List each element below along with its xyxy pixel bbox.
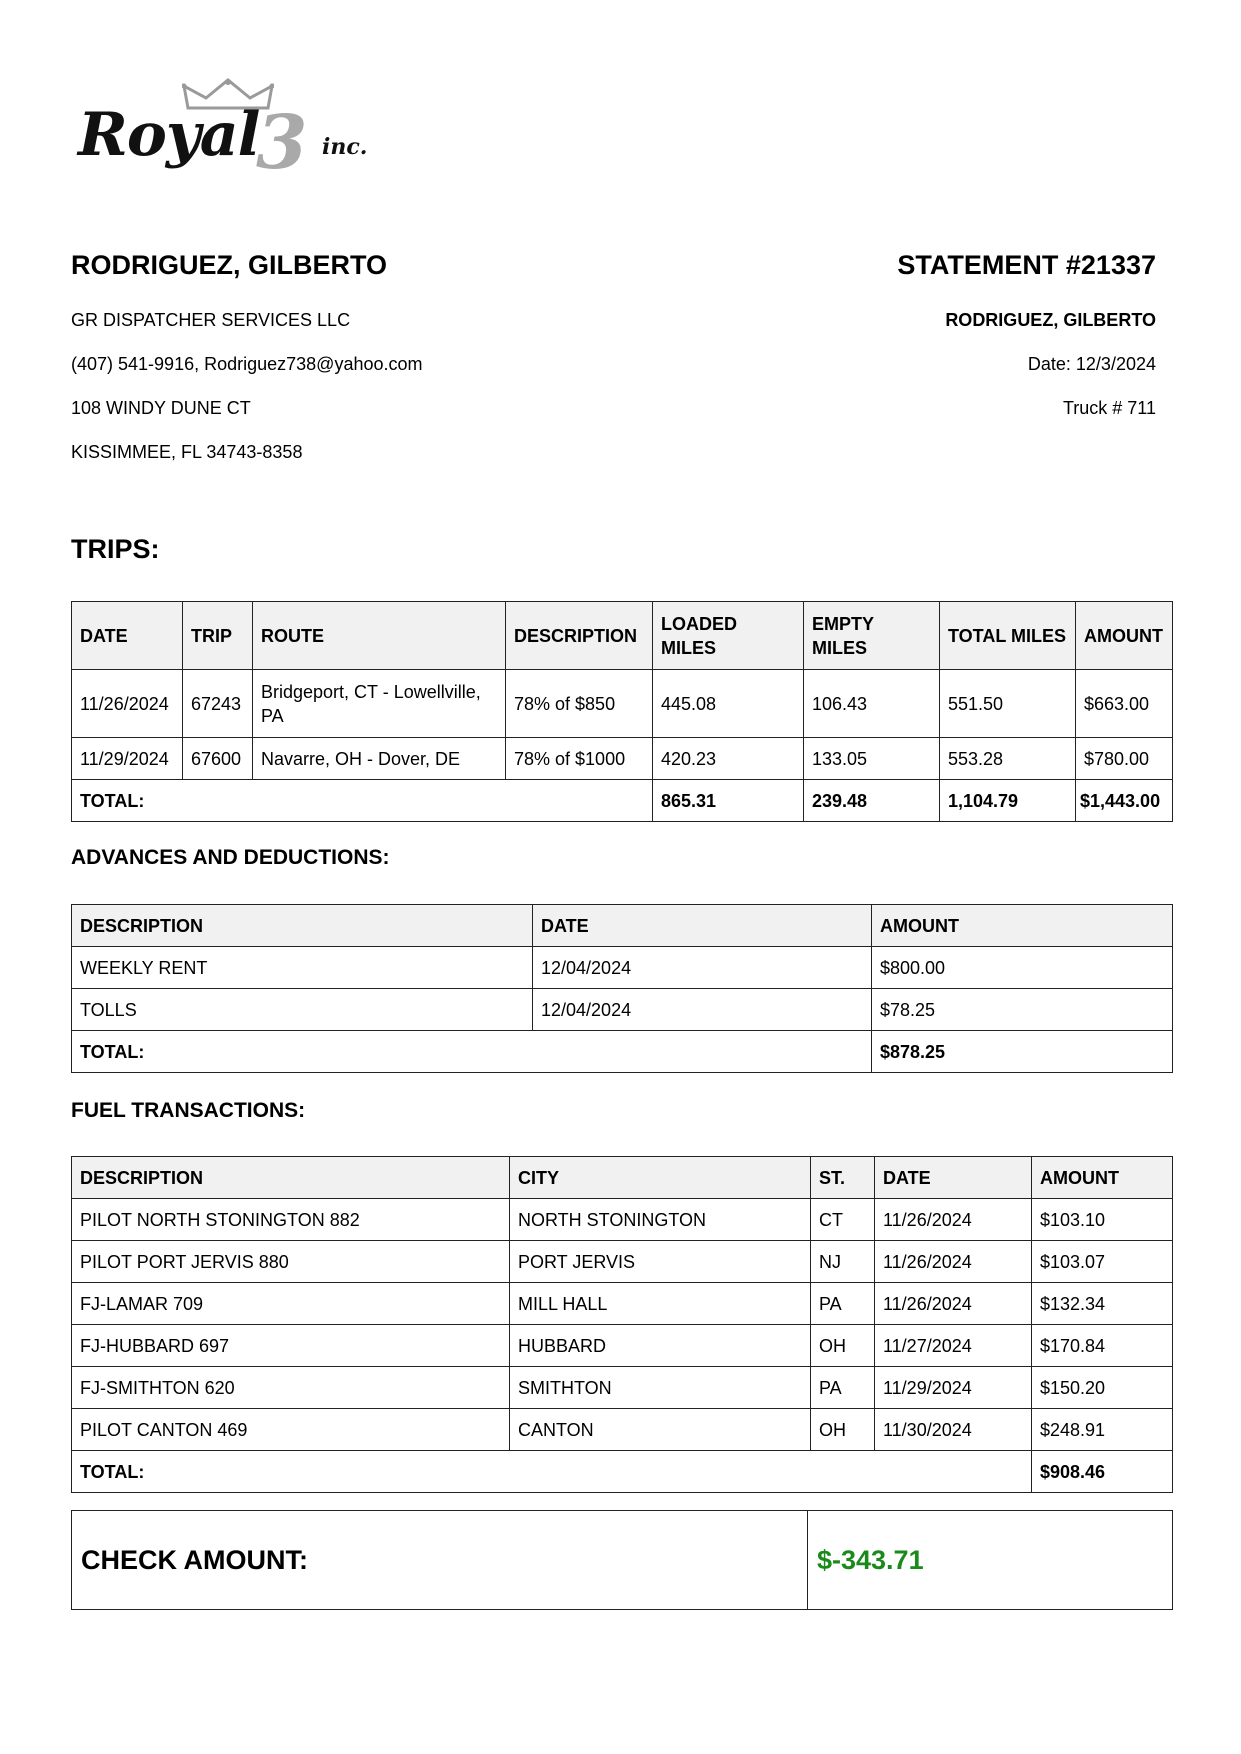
fuel-state: PA: [811, 1367, 875, 1409]
company-name: GR DISPATCHER SERVICES LLC: [71, 310, 351, 330]
fuel-amount: $248.91: [1032, 1409, 1173, 1451]
column-header: LOADED MILES: [653, 602, 804, 670]
contact-info: (407) 541-9916, Rodriguez738@yahoo.com: [71, 354, 423, 374]
fuel-amount: $103.10: [1032, 1199, 1173, 1241]
address-line-2: KISSIMMEE, FL 34743-8358: [71, 442, 303, 462]
total-empty-miles: 239.48: [804, 780, 940, 822]
total-amount: $1,443.00: [1076, 780, 1173, 822]
table-row: [72, 1409, 1173, 1451]
table-row: [72, 670, 1173, 738]
column-header: DESCRIPTION: [506, 602, 653, 670]
deduction-description: TOLLS: [72, 989, 533, 1031]
fuel-amount: $150.20: [1032, 1367, 1173, 1409]
table-row: [72, 947, 1173, 989]
trip-description: 78% of $850: [506, 670, 653, 738]
fuel-description: FJ-SMITHTON 620: [72, 1367, 510, 1409]
fuel-date: 11/26/2024: [875, 1241, 1032, 1283]
column-header: DATE: [72, 602, 183, 670]
table-row: [72, 1325, 1173, 1367]
fuel-city: HUBBARD: [510, 1325, 811, 1367]
fuel-city: PORT JERVIS: [510, 1241, 811, 1283]
column-header: DESCRIPTION: [72, 905, 533, 947]
driver-name-heading: RODRIGUEZ, GILBERTO: [71, 250, 388, 280]
total-label: TOTAL:: [72, 1031, 872, 1073]
fuel-city: MILL HALL: [510, 1283, 811, 1325]
column-header: TRIP: [183, 602, 253, 670]
deductions-section-title: ADVANCES AND DEDUCTIONS:: [71, 846, 390, 869]
trips-section-title: TRIPS:: [71, 534, 160, 564]
total-amount: $908.46: [1032, 1451, 1173, 1493]
fuel-table: [71, 1156, 1173, 1493]
trip-number: 67243: [183, 670, 253, 738]
fuel-description: FJ-HUBBARD 697: [72, 1325, 510, 1367]
table-header-row: [72, 905, 1173, 947]
fuel-state: PA: [811, 1283, 875, 1325]
fuel-date: 11/27/2024: [875, 1325, 1032, 1367]
deduction-description: WEEKLY RENT: [72, 947, 533, 989]
truck-number: Truck # 711: [1062, 398, 1156, 418]
check-amount-box: [71, 1510, 1173, 1610]
fuel-city: NORTH STONINGTON: [510, 1199, 811, 1241]
trip-route: Navarre, OH - Dover, DE: [253, 738, 506, 780]
column-header: AMOUNT: [1076, 602, 1173, 670]
fuel-date: 11/30/2024: [875, 1409, 1032, 1451]
total-label: TOTAL:: [72, 780, 653, 822]
fuel-state: CT: [811, 1199, 875, 1241]
column-header: AMOUNT: [1032, 1157, 1173, 1199]
check-amount-value: $-343.71: [808, 1511, 1173, 1610]
total-amount: $878.25: [872, 1031, 1173, 1073]
trip-total-miles: 553.28: [940, 738, 1076, 780]
fuel-amount: $170.84: [1032, 1325, 1173, 1367]
table-row: [72, 738, 1173, 780]
company-logo: Royal 3 inc.: [78, 78, 378, 190]
table-header-row: [72, 602, 1173, 670]
fuel-date: 11/29/2024: [875, 1367, 1032, 1409]
column-header: DESCRIPTION: [72, 1157, 510, 1199]
trip-total-miles: 551.50: [940, 670, 1076, 738]
deduction-amount: $78.25: [872, 989, 1173, 1031]
deduction-date: 12/04/2024: [533, 947, 872, 989]
column-header: EMPTY MILES: [804, 602, 940, 670]
trips-table: [71, 601, 1173, 822]
column-header: DATE: [875, 1157, 1032, 1199]
fuel-state: OH: [811, 1325, 875, 1367]
trip-date: 11/26/2024: [72, 670, 183, 738]
trip-date: 11/29/2024: [72, 738, 183, 780]
fuel-city: CANTON: [510, 1409, 811, 1451]
fuel-section-title: FUEL TRANSACTIONS:: [71, 1099, 306, 1122]
fuel-state: OH: [811, 1409, 875, 1451]
fuel-amount: $103.07: [1032, 1241, 1173, 1283]
fuel-description: PILOT NORTH STONINGTON 882: [72, 1199, 510, 1241]
statement-date: Date: 12/3/2024: [1027, 354, 1156, 374]
column-header: ST.: [811, 1157, 875, 1199]
trip-route: Bridgeport, CT - Lowellville, PA: [253, 670, 506, 738]
fuel-description: FJ-LAMAR 709: [72, 1283, 510, 1325]
fuel-amount: $132.34: [1032, 1283, 1173, 1325]
deductions-table: [71, 904, 1173, 1073]
table-row: [72, 1367, 1173, 1409]
column-header: ROUTE: [253, 602, 506, 670]
table-row: [72, 1283, 1173, 1325]
trip-empty-miles: 133.05: [804, 738, 940, 780]
column-header: CITY: [510, 1157, 811, 1199]
total-row: [72, 780, 1173, 822]
column-header: TOTAL MILES: [940, 602, 1076, 670]
fuel-city: SMITHTON: [510, 1367, 811, 1409]
table-header-row: [72, 1157, 1173, 1199]
trip-amount: $780.00: [1076, 738, 1173, 780]
trip-amount: $663.00: [1076, 670, 1173, 738]
column-header: AMOUNT: [872, 905, 1173, 947]
trip-number: 67600: [183, 738, 253, 780]
trip-description: 78% of $1000: [506, 738, 653, 780]
trip-empty-miles: 106.43: [804, 670, 940, 738]
total-miles: 1,104.79: [940, 780, 1076, 822]
fuel-description: PILOT PORT JERVIS 880: [72, 1241, 510, 1283]
fuel-date: 11/26/2024: [875, 1283, 1032, 1325]
table-row: [72, 989, 1173, 1031]
total-loaded-miles: 865.31: [653, 780, 804, 822]
deduction-amount: $800.00: [872, 947, 1173, 989]
fuel-date: 11/26/2024: [875, 1199, 1032, 1241]
total-row: [72, 1451, 1173, 1493]
table-row: [72, 1199, 1173, 1241]
deduction-date: 12/04/2024: [533, 989, 872, 1031]
total-label: TOTAL:: [72, 1451, 1032, 1493]
total-row: [72, 1031, 1173, 1073]
fuel-state: NJ: [811, 1241, 875, 1283]
statement-number-heading: STATEMENT #21337: [897, 250, 1156, 280]
column-header: DATE: [533, 905, 872, 947]
check-amount-label: CHECK AMOUNT:: [72, 1511, 808, 1610]
statement-driver-name: RODRIGUEZ, GILBERTO: [945, 310, 1156, 330]
fuel-description: PILOT CANTON 469: [72, 1409, 510, 1451]
trip-loaded-miles: 445.08: [653, 670, 804, 738]
trip-loaded-miles: 420.23: [653, 738, 804, 780]
table-row: [72, 1241, 1173, 1283]
address-line-1: 108 WINDY DUNE CT: [71, 398, 251, 418]
